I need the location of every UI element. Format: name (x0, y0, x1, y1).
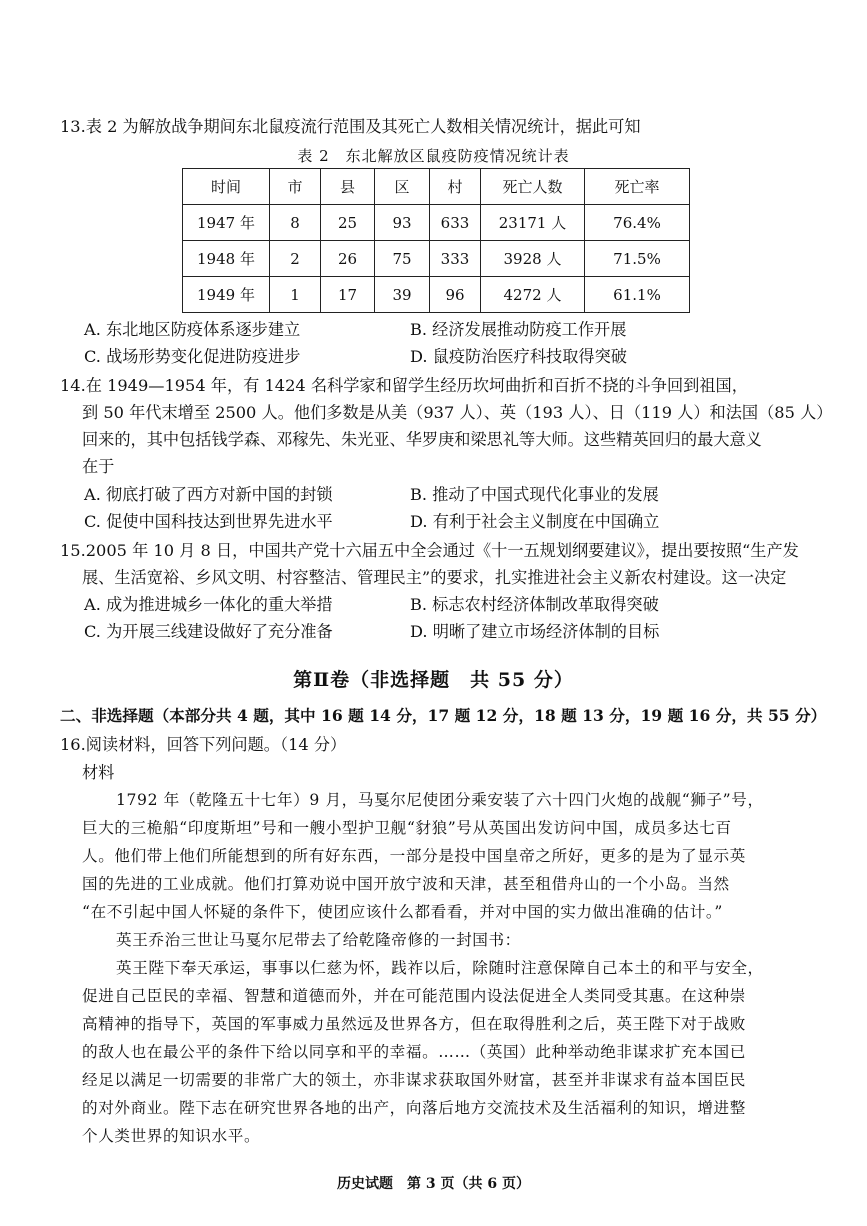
q13-option-a: A. 东北地区防疫体系逐步建立 (84, 320, 301, 339)
material-para3-line: 英王陛下奉天承运，事事以仁慈为怀，践祚以后，除随时注意保障自己本土的和平与安全， (116, 959, 764, 977)
header-cell: 市 (270, 169, 321, 205)
q15-option-a: A. 成为推进城乡一体化的重大举措 (84, 595, 333, 614)
section-heading: 二、非选择题（本部分共 4 题，其中 16 题 14 分，17 题 12 分，18 题 13 分，19 题 16 分，共 55 分） (60, 706, 827, 725)
table-caption: 表 2 东北解放区鼠疫防疫情况统计表 (297, 147, 570, 165)
material-para1-line: “在不引起中国人怀疑的条件下，使团应该什么都看看，并对中国的实力做出准确的估计。” (82, 903, 723, 921)
plague-stats-table (182, 168, 690, 313)
header-cell: 死亡人数 (481, 169, 585, 205)
table-cell: 25 (321, 205, 375, 241)
material-para3-line: 的对外商业。陛下志在研究世界各地的出产，向落后地方交流技术及生活福利的知识，增进整 (82, 1099, 746, 1117)
table-cell: 1948 年 (183, 241, 270, 277)
material-para1-line: 人。他们带上他们所能想到的所有好东西，一部分是投中国皇帝之所好，更多的是为了显示英 (82, 847, 746, 865)
q15-line-2: 展、生活宽裕、乡风文明、村容整洁、管理民主”的要求，扎实推进社会主义新农村建设。这一决定 (82, 568, 787, 587)
q16-stem: 16.阅读材料，回答下列问题。（14 分） (60, 735, 347, 754)
table-cell: 8 (270, 205, 321, 241)
table-cell: 1949 年 (183, 277, 270, 313)
q14-option-c: C. 促使中国科技达到世界先进水平 (84, 512, 333, 531)
material-label: 材料 (82, 763, 115, 782)
table-row (183, 205, 690, 241)
table-cell: 2 (270, 241, 321, 277)
table-cell: 23171 人 (481, 205, 585, 241)
q13-option-d: D. 鼠疫防治医疗科技取得突破 (410, 347, 627, 366)
table-cell: 4272 人 (481, 277, 585, 313)
q13-option-c: C. 战场形势变化促进防疫进步 (84, 347, 301, 366)
table-cell: 1 (270, 277, 321, 313)
table-cell: 39 (375, 277, 430, 313)
material-para2: 英王乔治三世让马戛尔尼带去了给乾隆帝修的一封国书： (116, 931, 521, 949)
material-para1-line: 1792 年（乾隆五十七年）9 月，马戛尔尼使团分乘安装了六十四门火炮的战舰“狮子”号， (116, 791, 764, 809)
q14-line-3: 回来的，其中包括钱学森、邓稼先、朱光亚、华罗庚和梁思礼等大师。这些精英回归的最大意义 (82, 430, 762, 449)
q13-option-b: B. 经济发展推动防疫工作开展 (410, 320, 627, 339)
table-cell: 3928 人 (481, 241, 585, 277)
table-cell: 96 (430, 277, 481, 313)
table-cell: 633 (430, 205, 481, 241)
material-para3-line: 促进自己臣民的幸福、智慧和道德而外，并在可能范围内设法促进全人类同受其惠。在这种崇 (82, 987, 746, 1005)
material-para3-line: 个人类世界的知识水平。 (82, 1127, 261, 1145)
table-header-row (183, 169, 690, 205)
page-footer: 历史试题 第 3 页（共 6 页） (337, 1176, 530, 1192)
table-cell: 76.4% (585, 205, 690, 241)
table-cell: 61.1% (585, 277, 690, 313)
material-para3-line: 高精神的指导下，英国的军事威力虽然远及世界各方，但在取得胜利之后，英王陛下对于战败 (82, 1015, 746, 1033)
table-cell: 93 (375, 205, 430, 241)
table-row (183, 277, 690, 313)
q14-option-a: A. 彻底打破了西方对新中国的封锁 (84, 485, 333, 504)
q14-line-4: 在于 (82, 457, 115, 476)
material-para1-line: 国的先进的工业成就。他们打算劝说中国开放宁波和天津，甚至租借舟山的一个小岛。当然 (82, 875, 730, 893)
header-cell: 村 (430, 169, 481, 205)
q14-option-d: D. 有利于社会主义制度在中国确立 (410, 512, 660, 531)
table-cell: 1947 年 (183, 205, 270, 241)
table-cell: 26 (321, 241, 375, 277)
table-row (183, 241, 690, 277)
table-cell: 17 (321, 277, 375, 313)
material-para1-line: 巨大的三桅船“印度斯坦”号和一艘小型护卫舰“豺狼”号从英国出发访问中国，成员多达七百 (82, 819, 732, 837)
table-cell: 333 (430, 241, 481, 277)
q15-option-b: B. 标志农村经济体制改革取得突破 (410, 595, 659, 614)
q14-option-b: B. 推动了中国式现代化事业的发展 (410, 485, 659, 504)
section-title: 第Ⅱ卷（非选择题 共 55 分） (293, 669, 574, 691)
material-para3-line: 的敌人也在最公平的条件下给以同享和平的幸福。……（英国）此种举动绝非谋求扩充本国已 (82, 1043, 746, 1061)
q14-line-1: 14.在 1949—1954 年，有 1424 名科学家和留学生经历坎坷曲折和百折不挠的斗争回到祖国， (60, 376, 748, 395)
header-cell: 时间 (183, 169, 270, 205)
q15-option-d: D. 明晰了建立市场经济体制的目标 (410, 622, 660, 641)
header-cell: 县 (321, 169, 375, 205)
table-cell: 71.5% (585, 241, 690, 277)
material-para3-line: 经足以满足一切需要的非常广大的领土，亦非谋求获取国外财富，甚至并非谋求有益本国臣民 (82, 1071, 746, 1089)
q15-line-1: 15.2005 年 10 月 8 日，中国共产党十六届五中全会通过《十一五规划纲要建议》，提出要按照“生产发 (60, 541, 799, 560)
header-cell: 死亡率 (585, 169, 690, 205)
q13-stem: 13.表 2 为解放战争期间东北鼠疫流行范围及其死亡人数相关情况统计，据此可知 (60, 117, 641, 136)
q15-option-c: C. 为开展三线建设做好了充分准备 (84, 622, 333, 641)
q14-line-2: 到 50 年代末增至 2500 人。他们多数是从美（937 人）、英（193 人）、日（119 人）和法国（85 人） (82, 403, 833, 422)
table-cell: 75 (375, 241, 430, 277)
header-cell: 区 (375, 169, 430, 205)
